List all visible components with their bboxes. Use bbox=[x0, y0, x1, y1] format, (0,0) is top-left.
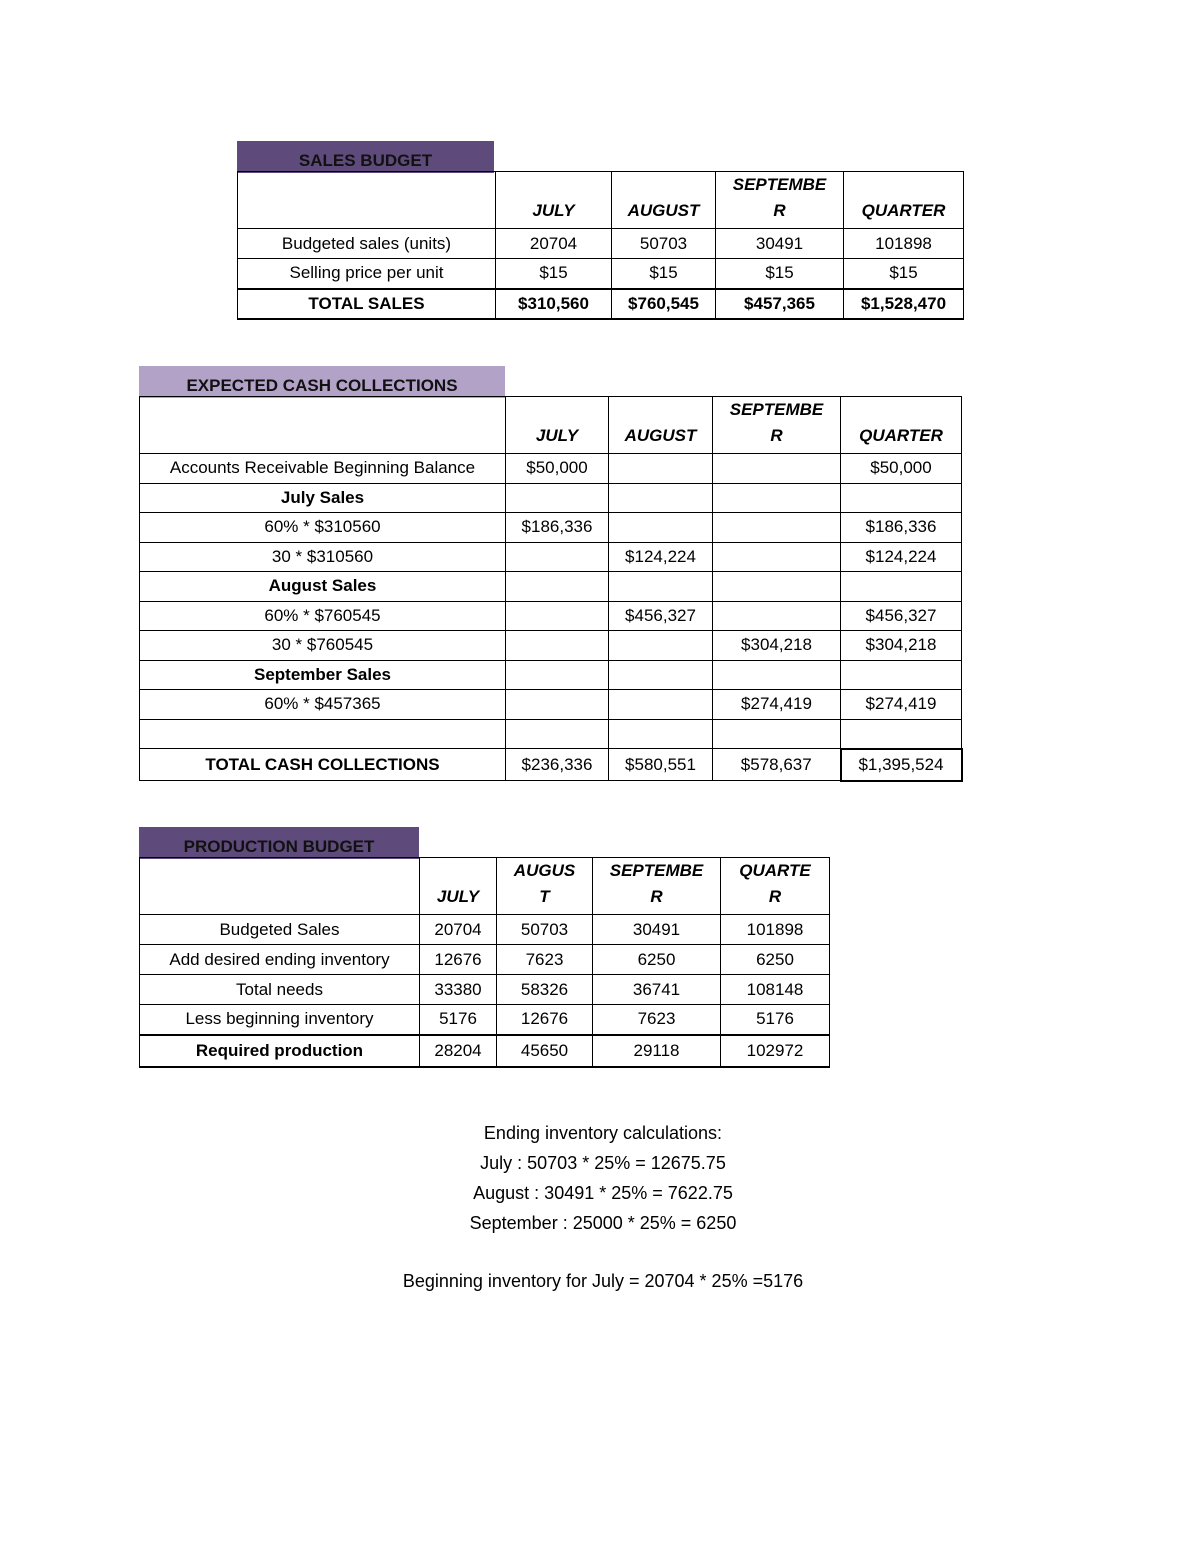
cell: 101898 bbox=[721, 915, 830, 945]
row-label: 30 * $760545 bbox=[140, 631, 506, 661]
note-line-september: September : 25000 * 25% = 6250 bbox=[469, 1213, 737, 1233]
header-august: AUGUST bbox=[609, 397, 713, 454]
cell: 29118 bbox=[593, 1035, 721, 1067]
cell: $50,000 bbox=[506, 454, 609, 484]
header-september: SEPTEMBE R bbox=[716, 172, 844, 229]
cell bbox=[506, 572, 609, 602]
table-row bbox=[140, 660, 962, 690]
cell: 20704 bbox=[420, 915, 497, 945]
cell: $15 bbox=[844, 259, 964, 289]
cell: $15 bbox=[716, 259, 844, 289]
cell bbox=[841, 660, 962, 690]
cell: $578,637 bbox=[713, 749, 841, 781]
row-label: July Sales bbox=[140, 483, 506, 513]
table-row bbox=[238, 229, 964, 259]
cell bbox=[506, 660, 609, 690]
cell bbox=[506, 690, 609, 720]
cell: $1,528,470 bbox=[844, 289, 964, 319]
cell bbox=[841, 572, 962, 602]
cell: 36741 bbox=[593, 975, 721, 1005]
table-row bbox=[140, 631, 962, 661]
cell bbox=[609, 660, 713, 690]
cell: 101898 bbox=[844, 229, 964, 259]
production-budget-title: PRODUCTION BUDGET bbox=[139, 827, 419, 859]
table-row bbox=[140, 975, 830, 1005]
cell: 33380 bbox=[420, 975, 497, 1005]
cell bbox=[506, 631, 609, 661]
table-row bbox=[140, 513, 962, 543]
table-row bbox=[140, 945, 830, 975]
sales-budget-table bbox=[237, 171, 964, 320]
cell: 50703 bbox=[612, 229, 716, 259]
cell bbox=[609, 483, 713, 513]
cell: $310,560 bbox=[496, 289, 612, 319]
note-line-beginning-inventory: Beginning inventory for July = 20704 * 25% =5176 bbox=[402, 1271, 804, 1291]
cell bbox=[713, 719, 841, 749]
header-august: AUGUST bbox=[612, 172, 716, 229]
cell: 6250 bbox=[721, 945, 830, 975]
cell bbox=[713, 660, 841, 690]
cell: $124,224 bbox=[841, 542, 962, 572]
header-september: SEPTEMBE R bbox=[713, 397, 841, 454]
cell bbox=[713, 483, 841, 513]
cell bbox=[506, 483, 609, 513]
note-line-july: July : 50703 * 25% = 12675.75 bbox=[480, 1153, 726, 1173]
cell: $580,551 bbox=[609, 749, 713, 781]
row-label: 30 * $310560 bbox=[140, 542, 506, 572]
total-row bbox=[238, 289, 964, 319]
row-label: 60% * $457365 bbox=[140, 690, 506, 720]
cell bbox=[609, 513, 713, 543]
cell: 7623 bbox=[497, 945, 593, 975]
header-blank-cell bbox=[140, 858, 420, 915]
table-row bbox=[140, 690, 962, 720]
cell bbox=[713, 572, 841, 602]
header-blank-cell bbox=[238, 172, 496, 229]
cell: $456,327 bbox=[841, 601, 962, 631]
cell: $456,327 bbox=[609, 601, 713, 631]
row-label: TOTAL CASH COLLECTIONS bbox=[140, 749, 506, 781]
cell bbox=[609, 454, 713, 484]
header-quarter: QUARTE R bbox=[721, 858, 830, 915]
table-row bbox=[140, 483, 962, 513]
cell: $15 bbox=[496, 259, 612, 289]
cell: $15 bbox=[612, 259, 716, 289]
cell bbox=[506, 542, 609, 572]
cell bbox=[713, 454, 841, 484]
cell: 5176 bbox=[420, 1005, 497, 1035]
cell bbox=[609, 631, 713, 661]
cell: 45650 bbox=[497, 1035, 593, 1067]
cell: $186,336 bbox=[506, 513, 609, 543]
cell bbox=[713, 601, 841, 631]
total-row bbox=[140, 749, 962, 781]
header-quarter: QUARTER bbox=[841, 397, 962, 454]
row-label: August Sales bbox=[140, 572, 506, 602]
cell: 102972 bbox=[721, 1035, 830, 1067]
cell bbox=[506, 601, 609, 631]
table-row bbox=[140, 601, 962, 631]
cell: $304,218 bbox=[841, 631, 962, 661]
cell bbox=[609, 690, 713, 720]
cell: $186,336 bbox=[841, 513, 962, 543]
header-july: JULY bbox=[420, 858, 497, 915]
row-label: TOTAL SALES bbox=[238, 289, 496, 319]
table-row bbox=[140, 572, 962, 602]
cell: 5176 bbox=[721, 1005, 830, 1035]
row-label: Accounts Receivable Beginning Balance bbox=[140, 454, 506, 484]
cell: 58326 bbox=[497, 975, 593, 1005]
note-line-heading: Ending inventory calculations: bbox=[483, 1123, 723, 1143]
row-label bbox=[140, 719, 506, 749]
row-label: Selling price per unit bbox=[238, 259, 496, 289]
cell: $274,419 bbox=[841, 690, 962, 720]
cell: $124,224 bbox=[609, 542, 713, 572]
row-label: 60% * $310560 bbox=[140, 513, 506, 543]
cell: 30491 bbox=[593, 915, 721, 945]
table-row bbox=[140, 1005, 830, 1035]
cell: 108148 bbox=[721, 975, 830, 1005]
table-header-row bbox=[238, 172, 964, 229]
cell: $1,395,524 bbox=[841, 749, 962, 781]
cell: 30491 bbox=[716, 229, 844, 259]
cell: $274,419 bbox=[713, 690, 841, 720]
cell: 12676 bbox=[497, 1005, 593, 1035]
cell: 6250 bbox=[593, 945, 721, 975]
cell bbox=[713, 513, 841, 543]
header-september: SEPTEMBE R bbox=[593, 858, 721, 915]
table-row bbox=[140, 542, 962, 572]
cell: 20704 bbox=[496, 229, 612, 259]
table-row bbox=[140, 719, 962, 749]
cell: $304,218 bbox=[713, 631, 841, 661]
inventory-notes bbox=[300, 1118, 906, 1296]
header-july: JULY bbox=[506, 397, 609, 454]
cell bbox=[609, 572, 713, 602]
table-header-row bbox=[140, 397, 962, 454]
row-label: Budgeted sales (units) bbox=[238, 229, 496, 259]
cell bbox=[841, 719, 962, 749]
table-header-row bbox=[140, 858, 830, 915]
table-row bbox=[140, 454, 962, 484]
header-august: AUGUS T bbox=[497, 858, 593, 915]
cell bbox=[713, 542, 841, 572]
row-label: September Sales bbox=[140, 660, 506, 690]
cell: $457,365 bbox=[716, 289, 844, 319]
header-july: JULY bbox=[496, 172, 612, 229]
production-budget-table bbox=[139, 857, 830, 1068]
header-blank-cell bbox=[140, 397, 506, 454]
row-label: Required production bbox=[140, 1035, 420, 1067]
cash-collections-table bbox=[139, 396, 963, 782]
cell: $760,545 bbox=[612, 289, 716, 319]
row-label: Less beginning inventory bbox=[140, 1005, 420, 1035]
cell bbox=[506, 719, 609, 749]
table-row bbox=[140, 915, 830, 945]
cell: 50703 bbox=[497, 915, 593, 945]
note-spacer bbox=[300, 1238, 906, 1266]
row-label: Total needs bbox=[140, 975, 420, 1005]
row-label: 60% * $760545 bbox=[140, 601, 506, 631]
cell bbox=[609, 719, 713, 749]
cell bbox=[841, 483, 962, 513]
cell: $50,000 bbox=[841, 454, 962, 484]
row-label: Budgeted Sales bbox=[140, 915, 420, 945]
cell: 28204 bbox=[420, 1035, 497, 1067]
header-quarter: QUARTER bbox=[844, 172, 964, 229]
note-line-august: August : 30491 * 25% = 7622.75 bbox=[473, 1183, 733, 1203]
table-row bbox=[238, 259, 964, 289]
cell: 7623 bbox=[593, 1005, 721, 1035]
total-row bbox=[140, 1035, 830, 1067]
cash-collections-title: EXPECTED CASH COLLECTIONS bbox=[139, 366, 505, 398]
row-label: Add desired ending inventory bbox=[140, 945, 420, 975]
cell: $236,336 bbox=[506, 749, 609, 781]
sales-budget-title: SALES BUDGET bbox=[237, 141, 494, 173]
cell: 12676 bbox=[420, 945, 497, 975]
